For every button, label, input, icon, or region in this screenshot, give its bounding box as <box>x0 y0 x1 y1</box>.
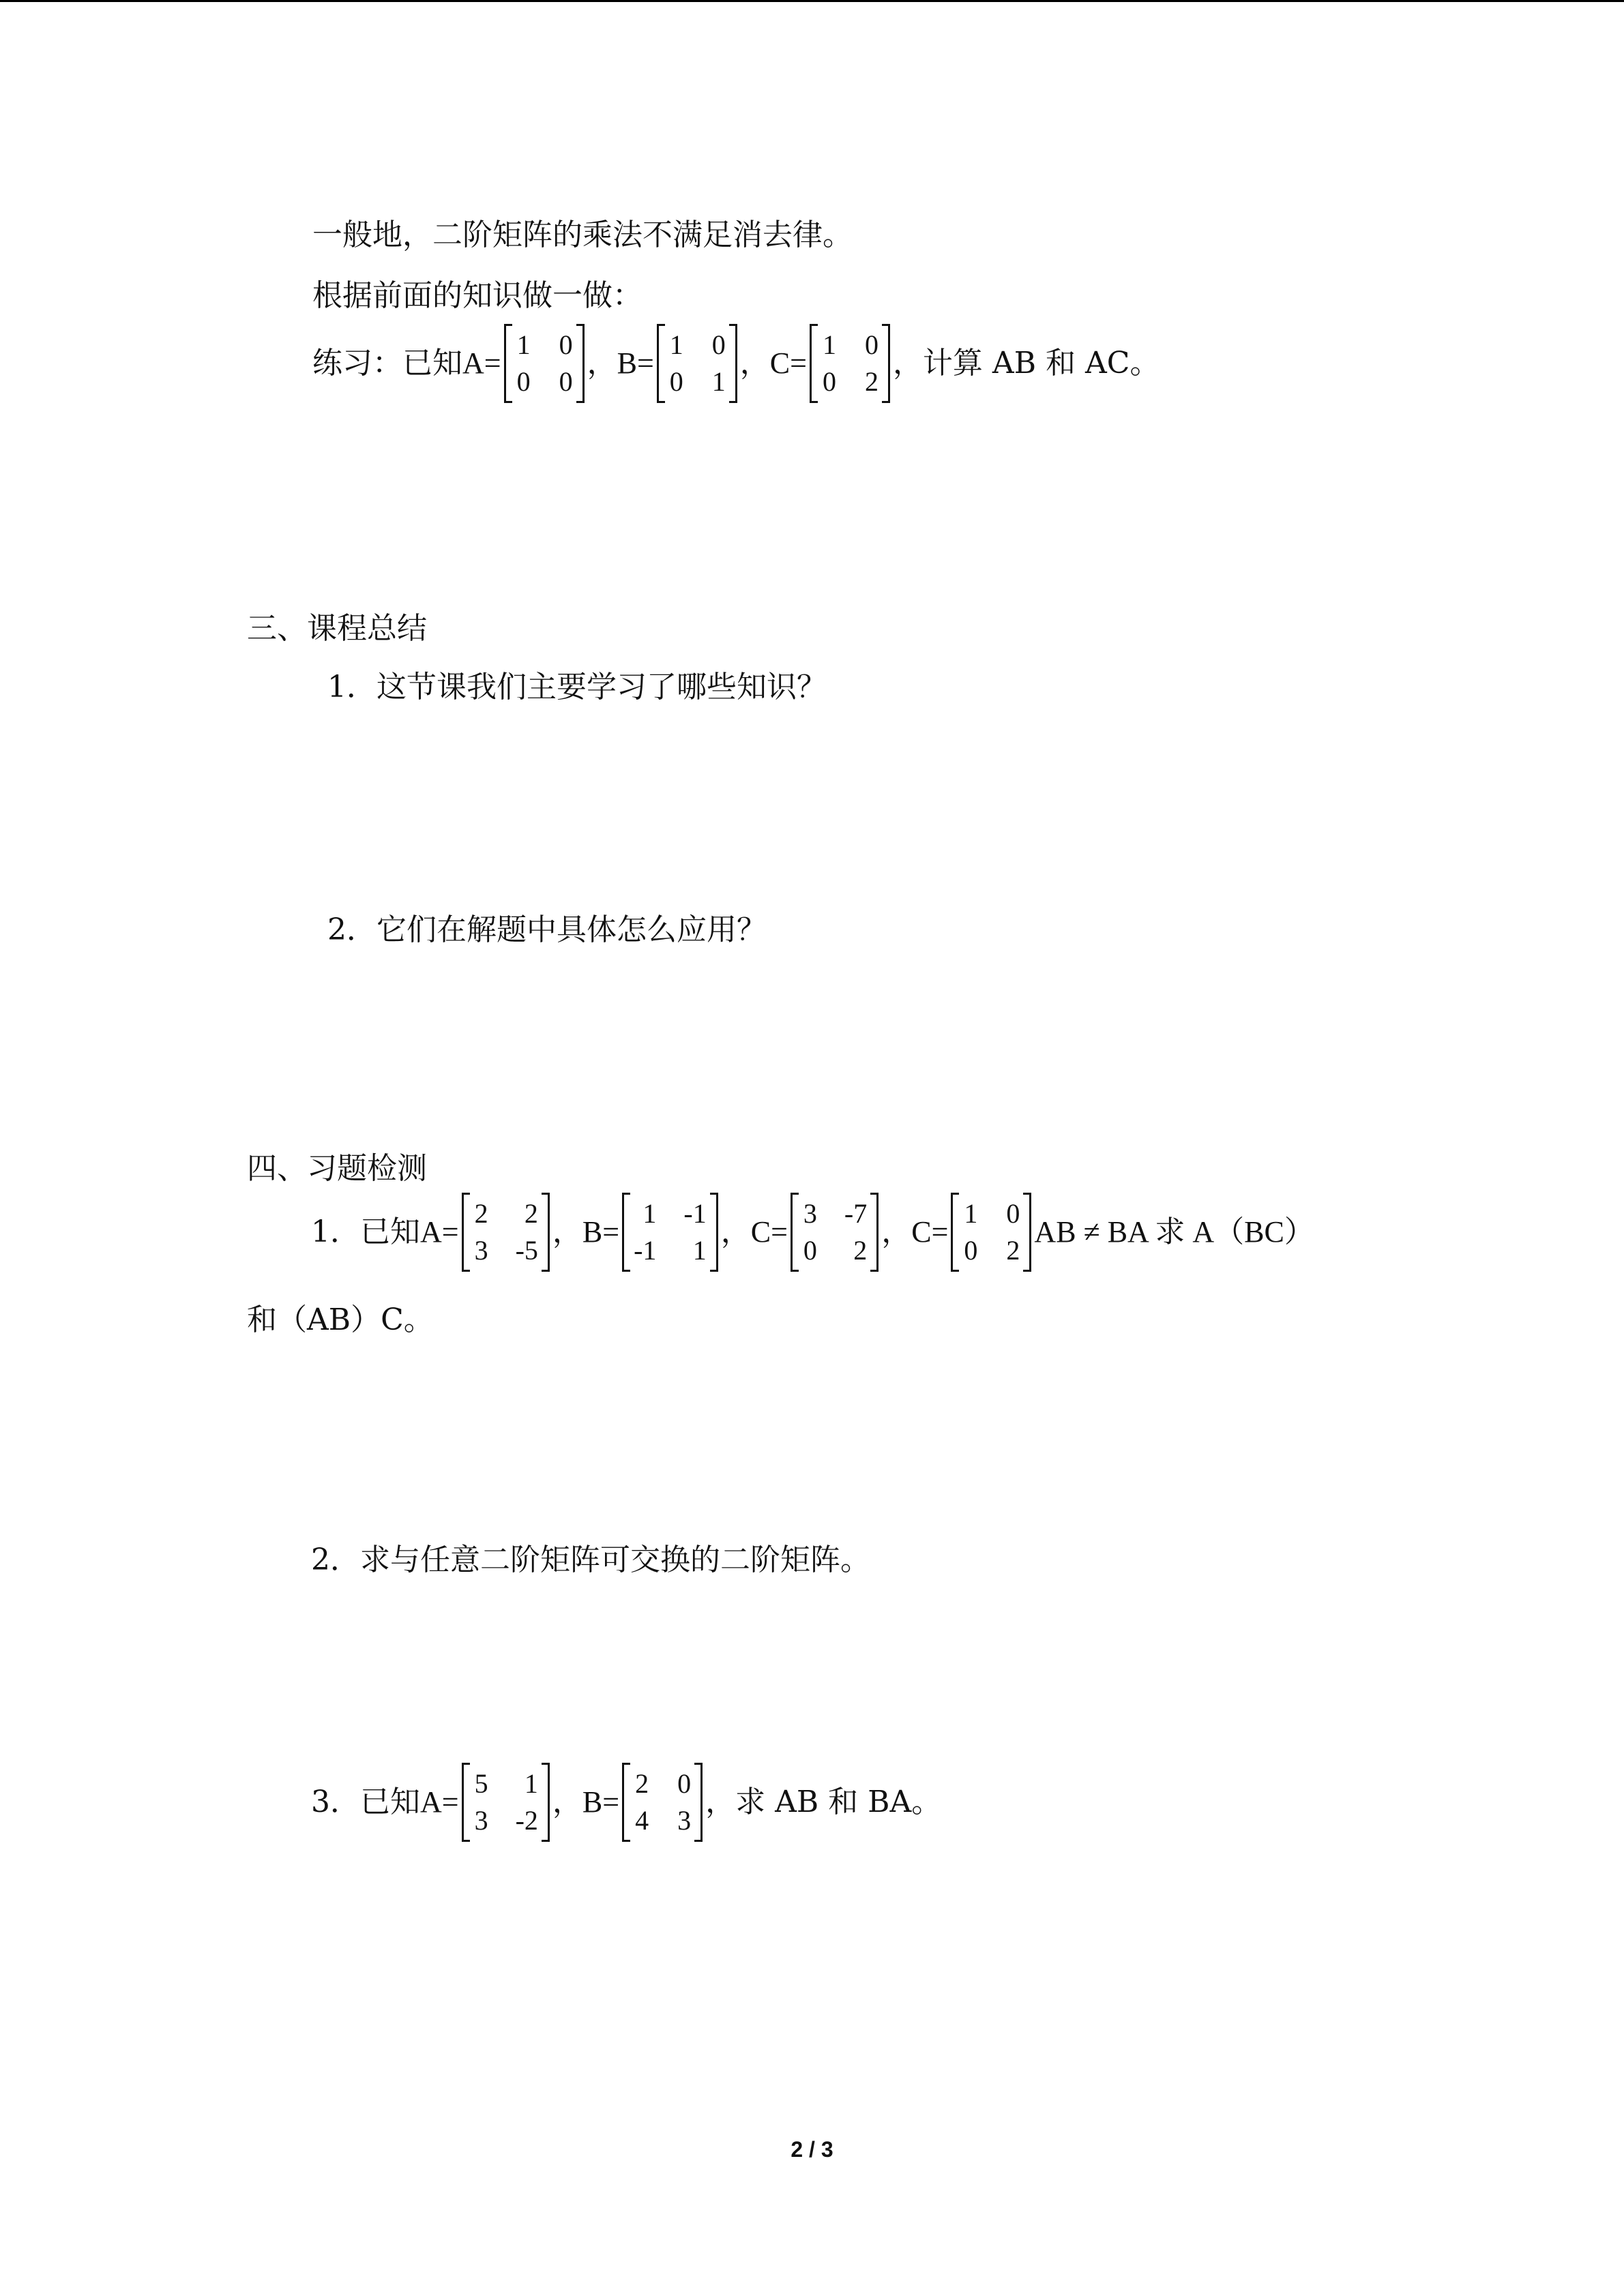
cell: 0 <box>864 329 879 360</box>
matrix-label-c-second: C= <box>911 1215 949 1249</box>
text: 2．求与任意二阶矩阵可交换的二阶矩阵。 <box>311 1542 870 1577</box>
cell: 2 <box>864 366 879 397</box>
problem-1-continuation <box>247 1300 434 1341</box>
matrix-b <box>622 1194 718 1270</box>
cell: -2 <box>515 1805 538 1836</box>
cell: 2 <box>853 1235 868 1266</box>
cell: 0 <box>677 1768 692 1799</box>
problem-2-line <box>311 1540 870 1581</box>
cell: 2 <box>635 1768 649 1799</box>
matrix-a <box>462 1194 550 1270</box>
text: 一般地，二阶矩阵的乘法不满足消去律。 <box>312 218 853 252</box>
section-heading-summary <box>247 608 427 649</box>
exercise-line <box>312 326 1160 401</box>
cell: 0 <box>559 329 573 360</box>
matrix-label-a: A= <box>420 1785 459 1819</box>
cell: -1 <box>683 1198 707 1229</box>
cell: 0 <box>803 1235 817 1266</box>
heading-text: 四、习题检测 <box>247 1151 427 1186</box>
cell: 4 <box>635 1805 649 1836</box>
matrix-label-b: B= <box>582 1785 620 1819</box>
matrix-label-a: A= <box>462 346 501 380</box>
section-heading-exercises <box>247 1148 427 1189</box>
matrix-label-c: C= <box>769 346 807 380</box>
cell: -7 <box>844 1198 868 1229</box>
cell: 1 <box>692 1235 707 1266</box>
problem-tail: ，求 AB 和 BA。 <box>705 1785 942 1819</box>
separator: ， <box>720 1214 751 1249</box>
paragraph-try <box>312 275 643 316</box>
problem-1-line <box>311 1195 1314 1270</box>
separator: ， <box>552 1785 582 1819</box>
matrix-label-a: A= <box>420 1215 459 1249</box>
separator: ， <box>587 346 617 381</box>
problem-3-line <box>311 1765 941 1840</box>
cell: 1 <box>524 1768 538 1799</box>
cell: -1 <box>634 1235 657 1266</box>
cell: 1 <box>964 1198 978 1229</box>
cell: 0 <box>516 366 531 397</box>
heading-text: 三、课程总结 <box>247 611 427 646</box>
cell: 3 <box>677 1805 692 1836</box>
cell: 0 <box>822 366 836 397</box>
cell: 0 <box>1006 1198 1020 1229</box>
cell: 1 <box>643 1198 657 1229</box>
matrix-label-b: B= <box>617 346 654 380</box>
cell: 0 <box>964 1235 978 1266</box>
cell: 3 <box>803 1198 817 1229</box>
text: 根据前面的知识做一做： <box>312 278 643 313</box>
cell: 0 <box>669 366 683 397</box>
matrix-b <box>622 1764 703 1840</box>
cell: 2 <box>1006 1235 1020 1266</box>
cell: 3 <box>474 1235 488 1266</box>
cell: 1 <box>516 329 531 360</box>
cell: 0 <box>559 366 573 397</box>
paragraph-cancellation <box>312 215 853 256</box>
cell: 1 <box>822 329 836 360</box>
matrix-label-b: B= <box>582 1215 620 1249</box>
top-border <box>0 0 1624 2</box>
matrix-b <box>657 325 737 402</box>
exercise-lead: 练习：已知 <box>312 346 462 381</box>
problem-lead: 1．已知 <box>311 1214 420 1249</box>
cell: 1 <box>711 366 726 397</box>
cell: 1 <box>669 329 683 360</box>
summary-question-1 <box>327 667 827 708</box>
separator: ， <box>552 1214 582 1249</box>
matrix-c <box>810 325 890 402</box>
summary-question-2 <box>327 910 767 951</box>
matrix-a <box>462 1764 550 1840</box>
text: 2．它们在解题中具体怎么应用？ <box>327 912 767 947</box>
cell: 5 <box>474 1768 488 1799</box>
text: 1．这节课我们主要学习了哪些知识？ <box>327 670 827 704</box>
exercise-tail: ，计算 AB 和 AC。 <box>892 346 1160 381</box>
cell: 2 <box>474 1198 488 1229</box>
cell: 2 <box>524 1198 538 1229</box>
matrix-c <box>791 1194 879 1270</box>
matrix-a <box>504 325 585 402</box>
problem-tail: AB ≠ BA 求 A（BC） <box>1034 1215 1314 1249</box>
separator: ， <box>881 1214 912 1249</box>
problem-lead: 3．已知 <box>311 1785 420 1819</box>
cell: 3 <box>474 1805 488 1836</box>
cell: 0 <box>711 329 726 360</box>
matrix-c-second <box>951 1194 1031 1270</box>
page-number: 2 / 3 <box>791 2137 833 2162</box>
text: 和（AB）C。 <box>247 1302 434 1337</box>
separator: ， <box>739 346 770 381</box>
matrix-label-c: C= <box>750 1215 788 1249</box>
cell: -5 <box>515 1235 538 1266</box>
